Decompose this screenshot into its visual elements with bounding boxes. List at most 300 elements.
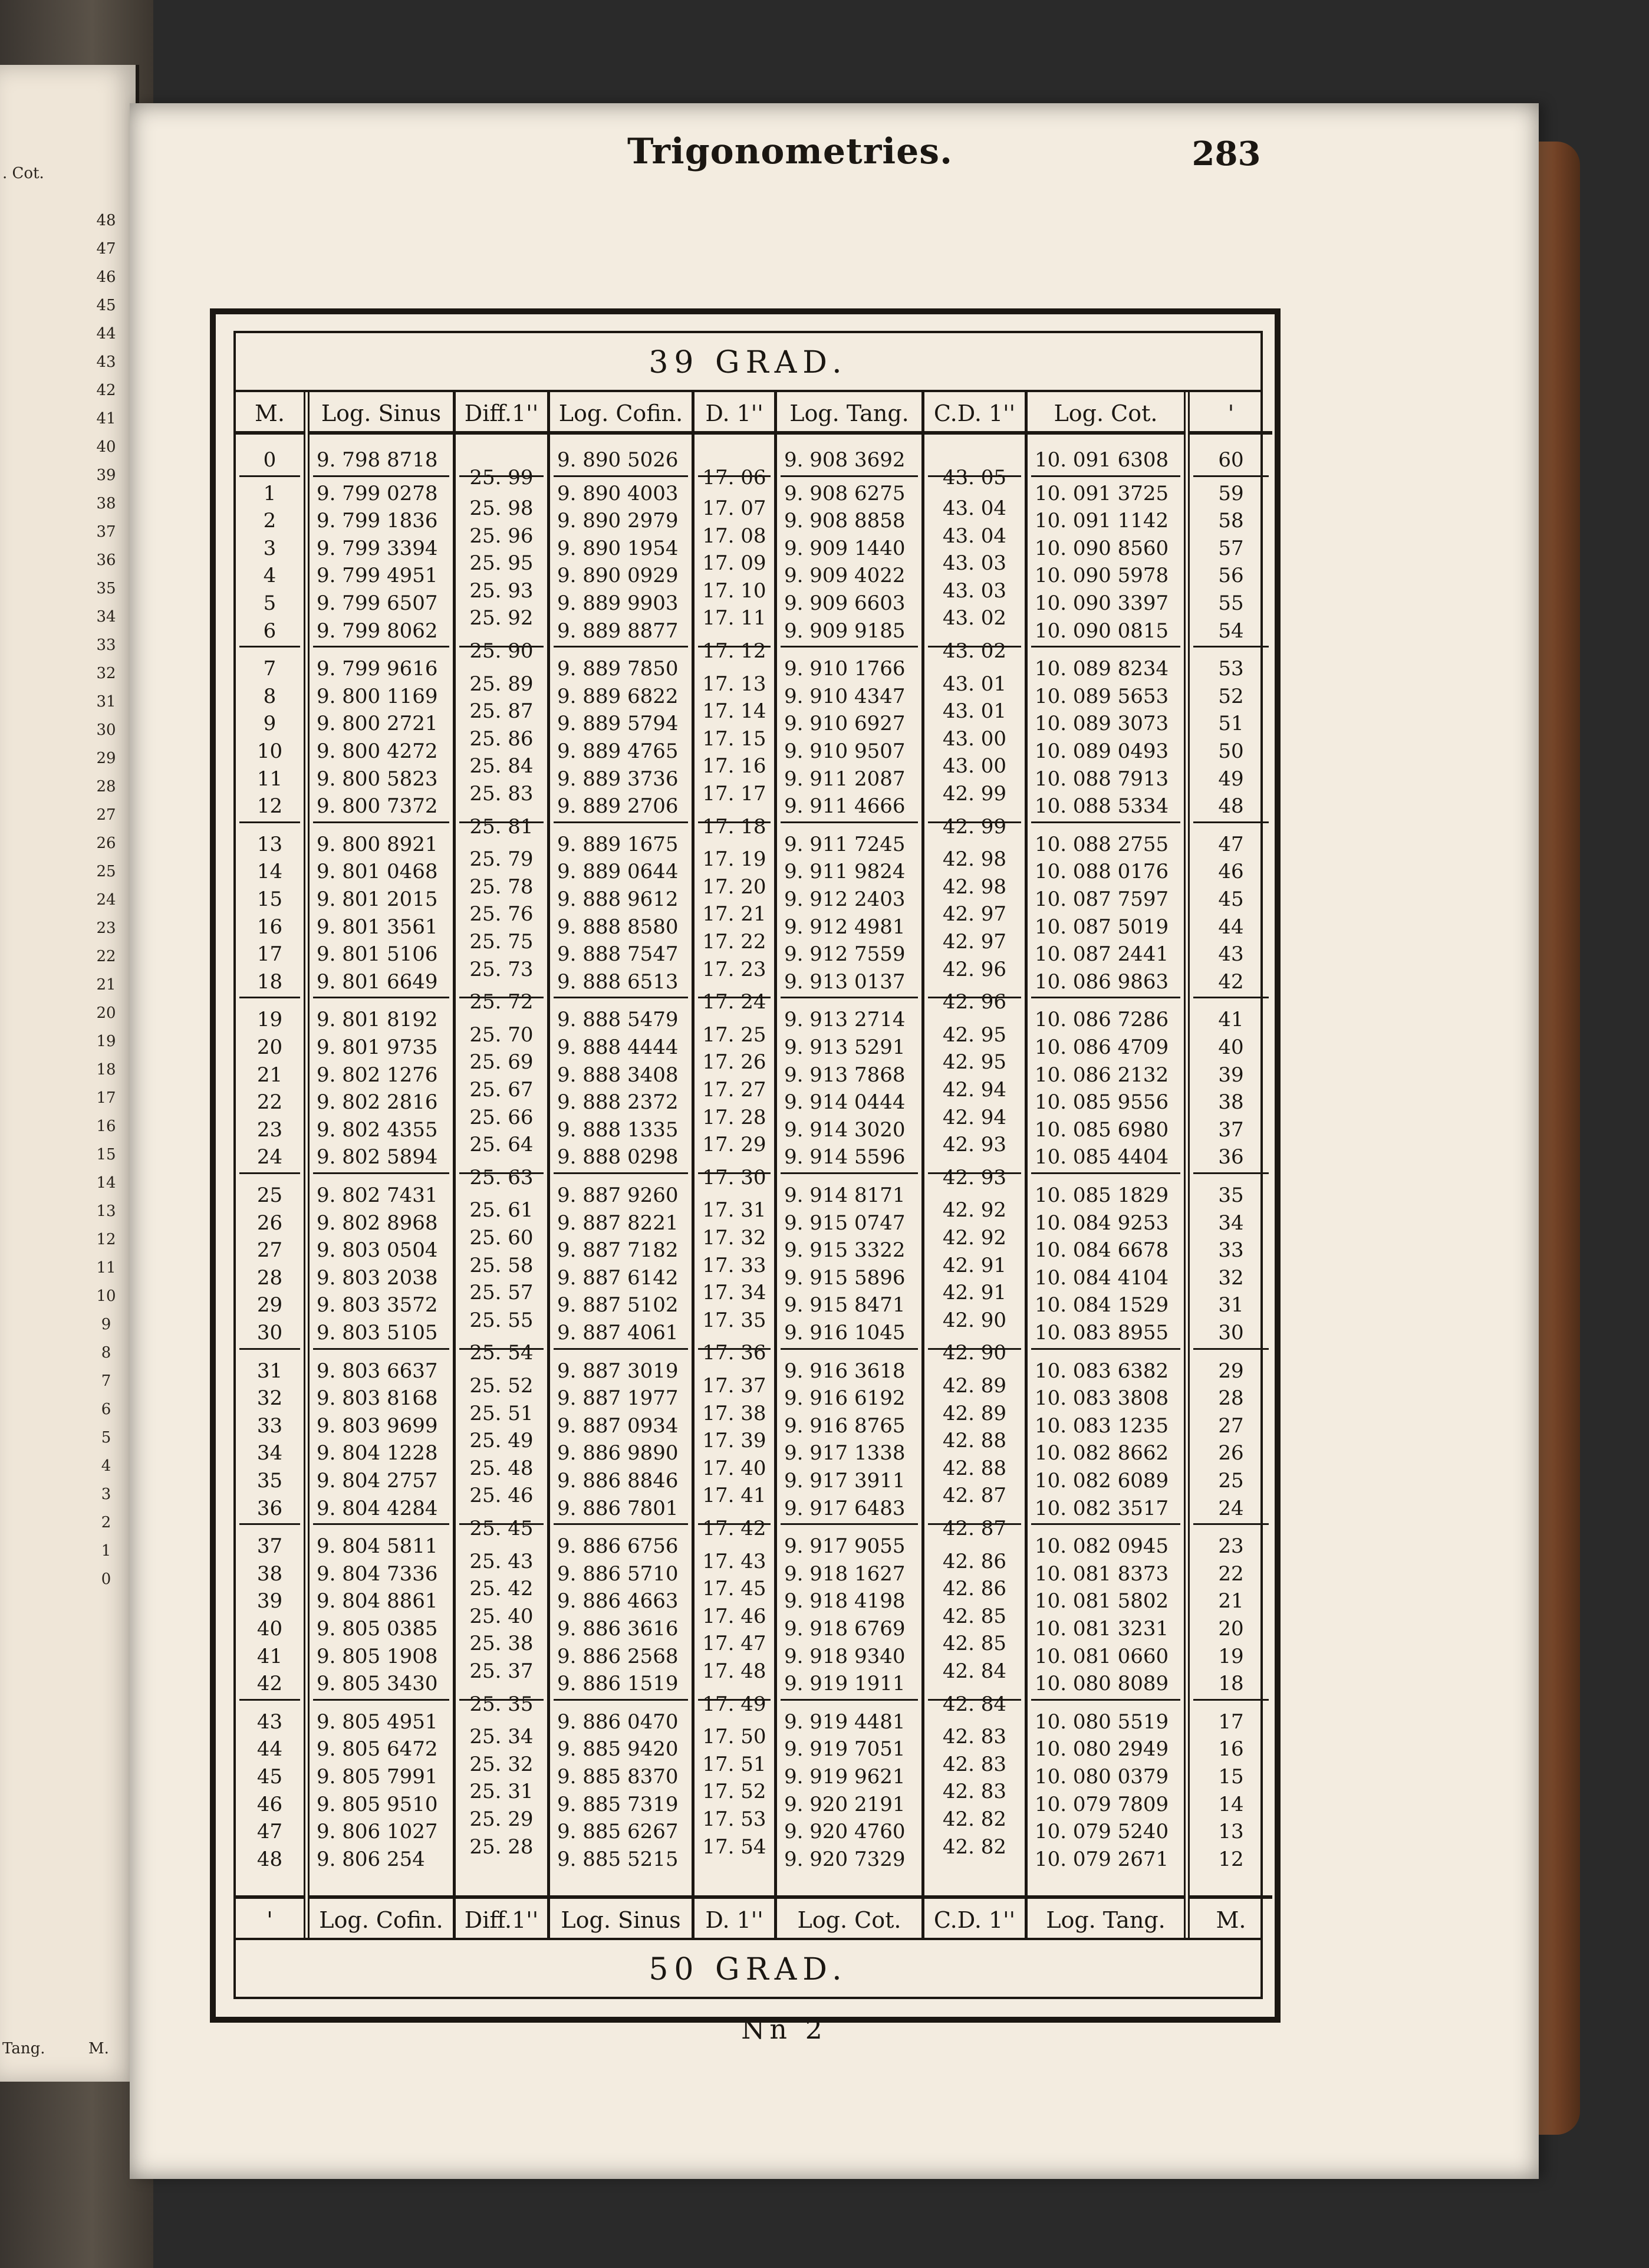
table-cell: 9. 804 1228 bbox=[317, 1441, 438, 1465]
table-cell: 25. 99 bbox=[469, 466, 534, 490]
table-cell: 9. 919 1911 bbox=[784, 1672, 906, 1696]
column-footer: Log. Cot. bbox=[777, 1895, 921, 1938]
group-rule bbox=[554, 1348, 688, 1350]
table-cell: 9. 886 8846 bbox=[557, 1469, 679, 1493]
trig-table bbox=[233, 331, 1263, 1999]
table-cell: 43. 02 bbox=[942, 606, 1007, 630]
table-cell: 9. 886 2568 bbox=[557, 1644, 679, 1668]
table-cell: 9. 888 5479 bbox=[557, 1008, 679, 1032]
table-cell: 41 bbox=[1218, 1008, 1244, 1032]
table-cell: 9. 889 0644 bbox=[557, 860, 679, 884]
running-title: Trigonometries. bbox=[627, 131, 953, 172]
table-cell: 29 bbox=[1218, 1359, 1244, 1383]
table-cell: 9. 805 0385 bbox=[317, 1617, 438, 1641]
table-cell: 9. 910 1766 bbox=[784, 657, 906, 681]
group-rule bbox=[781, 646, 918, 647]
table-cell: 9. 803 8168 bbox=[317, 1386, 438, 1411]
group-rule bbox=[781, 997, 918, 998]
table-cell: 9. 911 7245 bbox=[784, 832, 906, 856]
table-cell: 42. 96 bbox=[942, 990, 1007, 1014]
group-rule bbox=[459, 646, 544, 647]
table-cell: 9. 888 9612 bbox=[557, 888, 679, 911]
table-cell: 9. 912 7559 bbox=[784, 942, 906, 967]
table-cell: 9. 886 1519 bbox=[557, 1672, 679, 1696]
table-cell: 9. 909 1440 bbox=[784, 536, 906, 560]
table-cell: 25. 87 bbox=[469, 699, 534, 724]
table-cell: 9. 915 5896 bbox=[784, 1266, 906, 1290]
column-header: Diff.1'' bbox=[456, 392, 547, 435]
table-cell: 9. 885 5215 bbox=[557, 1847, 679, 1871]
table-cell: 46 bbox=[256, 1792, 283, 1816]
table-cell: 17. 26 bbox=[702, 1050, 766, 1074]
table-cell: 42. 95 bbox=[942, 1023, 1007, 1047]
table-cell: 9. 889 9903 bbox=[557, 591, 679, 615]
table-cell: 17. 51 bbox=[702, 1752, 766, 1776]
table-cell: 10. 080 8089 bbox=[1035, 1672, 1169, 1696]
table-cell: 17. 38 bbox=[702, 1401, 766, 1425]
table-cell: 9. 806 254 bbox=[317, 1847, 425, 1871]
table-cell: 9. 805 6472 bbox=[317, 1737, 438, 1761]
table-cell: 17. 06 bbox=[702, 466, 766, 490]
col-log-cot bbox=[1028, 392, 1190, 1938]
group-rule bbox=[313, 821, 449, 823]
table-cell: 17. 33 bbox=[702, 1253, 766, 1277]
table-cell: 9. 888 6513 bbox=[557, 969, 679, 994]
table-cell: 7 bbox=[263, 657, 277, 681]
table-cell: 17. 17 bbox=[702, 781, 766, 806]
table-cell: 10. 086 4709 bbox=[1035, 1036, 1169, 1059]
table-cell: 10. 082 0945 bbox=[1035, 1534, 1169, 1559]
table-cell: 9. 889 1675 bbox=[557, 832, 679, 856]
group-rule bbox=[313, 646, 449, 647]
table-cell: 42. 85 bbox=[942, 1604, 1007, 1628]
table-cell: 9. 799 0278 bbox=[317, 481, 438, 505]
table-cell: 25. 61 bbox=[469, 1198, 534, 1222]
group-rule bbox=[698, 1348, 771, 1350]
group-rule bbox=[554, 997, 688, 998]
table-cell: 14 bbox=[256, 860, 283, 884]
left-page-minute: 26 bbox=[96, 834, 116, 852]
table-cell: 17. 14 bbox=[702, 699, 766, 724]
table-cell: 44 bbox=[256, 1737, 283, 1761]
table-cell: 9. 806 1027 bbox=[317, 1820, 438, 1844]
table-cell: 10. 088 5334 bbox=[1035, 794, 1169, 819]
table-cell: 9. 912 2403 bbox=[784, 888, 906, 911]
table-cell: 10. 090 3397 bbox=[1035, 591, 1169, 615]
table-cell: 18 bbox=[1218, 1672, 1244, 1696]
table-cell: 9. 801 3561 bbox=[317, 915, 438, 939]
table-cell: 43. 05 bbox=[942, 466, 1007, 490]
table-cell: 9. 914 5596 bbox=[784, 1145, 906, 1169]
table-cell: 10. 090 0815 bbox=[1035, 619, 1169, 643]
table-cell: 25. 38 bbox=[469, 1632, 534, 1656]
table-cell: 9. 803 0504 bbox=[317, 1238, 438, 1263]
left-page-minute: 5 bbox=[101, 1429, 111, 1447]
table-cell: 9. 801 5106 bbox=[317, 942, 438, 967]
table-cell: 25. 57 bbox=[469, 1281, 534, 1305]
table-cell: 9. 887 5102 bbox=[557, 1293, 679, 1317]
table-cell: 9. 889 7850 bbox=[557, 657, 679, 681]
group-rule bbox=[313, 1348, 449, 1350]
table-cell: 26 bbox=[1218, 1441, 1244, 1465]
table-cell: 43. 01 bbox=[942, 672, 1007, 696]
table-cell: 25. 60 bbox=[469, 1225, 534, 1250]
table-cell: 42. 97 bbox=[942, 929, 1007, 954]
group-rule bbox=[1193, 646, 1269, 647]
left-page-minute: 16 bbox=[96, 1117, 116, 1135]
table-cell: 9. 886 7801 bbox=[557, 1496, 679, 1520]
table-cell: 10. 089 8234 bbox=[1035, 657, 1169, 681]
group-rule bbox=[239, 646, 300, 647]
group-rule bbox=[1193, 1348, 1269, 1350]
table-cell: 9. 920 7329 bbox=[784, 1847, 906, 1871]
group-rule bbox=[698, 1699, 771, 1701]
table-cell: 9. 887 9260 bbox=[557, 1184, 679, 1207]
table-cell: 42. 86 bbox=[942, 1549, 1007, 1573]
group-rule bbox=[459, 997, 544, 998]
table-cell: 9. 914 8171 bbox=[784, 1184, 906, 1207]
table-cell: 9. 918 1627 bbox=[784, 1562, 906, 1586]
group-rule bbox=[1031, 821, 1180, 823]
table-cell: 9. 889 5794 bbox=[557, 712, 679, 736]
left-page-minute: 31 bbox=[96, 693, 116, 711]
table-cell: 9. 800 8921 bbox=[317, 832, 438, 856]
left-page-minute: 20 bbox=[96, 1004, 116, 1022]
table-cell: 30 bbox=[256, 1321, 283, 1345]
table-cell: 17. 35 bbox=[702, 1308, 766, 1332]
table-cell: 17. 16 bbox=[702, 754, 766, 778]
col-minutes-right bbox=[1190, 392, 1272, 1938]
group-rule bbox=[1031, 646, 1180, 647]
table-cell: 9. 913 7868 bbox=[784, 1063, 906, 1087]
table-cell: 10 bbox=[256, 739, 283, 763]
table-cell: 9. 805 3430 bbox=[317, 1672, 438, 1696]
table-cell: 9. 802 8968 bbox=[317, 1211, 438, 1235]
table-cell: 25. 92 bbox=[469, 606, 534, 630]
table-cell: 30 bbox=[1218, 1321, 1244, 1345]
table-cell: 9. 803 3572 bbox=[317, 1293, 438, 1317]
table-cell: 42. 98 bbox=[942, 847, 1007, 872]
table-cell: 19 bbox=[1218, 1644, 1244, 1668]
column-header: Log. Cofin. bbox=[550, 392, 692, 435]
left-page-minute: 13 bbox=[96, 1202, 116, 1220]
table-cell: 9. 805 7991 bbox=[317, 1765, 438, 1789]
table-cell: 9. 799 8062 bbox=[317, 619, 438, 643]
group-rule bbox=[698, 646, 771, 647]
group-rule bbox=[1193, 1699, 1269, 1701]
table-cell: 9. 888 8580 bbox=[557, 915, 679, 939]
table-cell: 9. 890 2979 bbox=[557, 509, 679, 533]
left-page-minute: 32 bbox=[96, 665, 116, 682]
table-cell: 10. 084 6678 bbox=[1035, 1238, 1169, 1263]
table-cell: 17. 46 bbox=[702, 1604, 766, 1628]
table-cell: 9. 915 3322 bbox=[784, 1238, 906, 1263]
table-cell: 33 bbox=[1218, 1238, 1244, 1263]
table-cell: 33 bbox=[256, 1414, 283, 1438]
left-page-minute: 45 bbox=[96, 297, 116, 314]
table-cell: 9. 888 4444 bbox=[557, 1036, 679, 1059]
table-cell: 25. 73 bbox=[469, 957, 534, 981]
table-cell: 9. 911 4666 bbox=[784, 794, 906, 819]
table-cell: 23 bbox=[256, 1117, 283, 1142]
table-cell: 42. 99 bbox=[942, 814, 1007, 839]
table-cell: 25. 31 bbox=[469, 1780, 534, 1804]
table-cell: 25. 37 bbox=[469, 1659, 534, 1683]
group-rule bbox=[239, 1523, 300, 1525]
table-cell: 17. 08 bbox=[702, 524, 766, 548]
table-cell: 10. 087 5019 bbox=[1035, 915, 1169, 939]
table-cell: 2 bbox=[263, 509, 277, 533]
table-cell: 9. 909 6603 bbox=[784, 591, 906, 615]
table-cell: 43. 01 bbox=[942, 699, 1007, 724]
group-rule bbox=[1031, 1348, 1180, 1350]
group-rule bbox=[928, 1699, 1021, 1701]
group-rule bbox=[313, 475, 449, 477]
table-cell: 9. 805 4951 bbox=[317, 1710, 438, 1734]
table-cell: 42. 82 bbox=[942, 1835, 1007, 1859]
group-rule bbox=[1193, 1523, 1269, 1525]
table-cell: 42. 88 bbox=[942, 1456, 1007, 1480]
group-rule bbox=[239, 997, 300, 998]
table-cell: 42. 94 bbox=[942, 1105, 1007, 1129]
column-header: C.D. 1'' bbox=[924, 392, 1025, 435]
table-cell: 17. 24 bbox=[702, 990, 766, 1014]
left-page-minute: 3 bbox=[101, 1485, 111, 1503]
table-cell: 29 bbox=[256, 1293, 283, 1317]
table-cell: 10. 083 1235 bbox=[1035, 1414, 1169, 1438]
table-cell: 10. 085 4404 bbox=[1035, 1145, 1169, 1169]
table-cell: 38 bbox=[256, 1562, 283, 1586]
group-rule bbox=[459, 821, 544, 823]
left-page-footer-m: M. bbox=[88, 2040, 109, 2057]
left-page-minutes bbox=[88, 206, 124, 1593]
table-cell: 11 bbox=[256, 767, 283, 791]
group-rule bbox=[781, 1523, 918, 1525]
group-rule bbox=[459, 1523, 544, 1525]
column-footer: Log. Cofin. bbox=[310, 1895, 453, 1938]
table-cell: 10. 089 5653 bbox=[1035, 684, 1169, 708]
table-cell: 25. 49 bbox=[469, 1429, 534, 1453]
group-rule bbox=[459, 475, 544, 477]
left-page-minute: 37 bbox=[96, 523, 116, 541]
table-cell: 54 bbox=[1218, 619, 1244, 643]
table-cell: 32 bbox=[1218, 1266, 1244, 1290]
group-rule bbox=[928, 1523, 1021, 1525]
table-cell: 42. 84 bbox=[942, 1659, 1007, 1683]
table-cell: 25. 29 bbox=[469, 1807, 534, 1831]
left-page-minute: 39 bbox=[96, 466, 116, 484]
table-cell: 9. 804 7336 bbox=[317, 1562, 438, 1586]
group-rule bbox=[239, 1172, 300, 1174]
table-cell: 17 bbox=[1218, 1710, 1244, 1734]
table-cell: 43 bbox=[256, 1710, 283, 1734]
table-cell: 9. 801 6649 bbox=[317, 969, 438, 994]
table-cell: 10. 084 4104 bbox=[1035, 1266, 1169, 1290]
table-cell: 10. 082 6089 bbox=[1035, 1469, 1169, 1493]
col-log-sinus bbox=[310, 392, 456, 1938]
table-cell: 9. 915 0747 bbox=[784, 1211, 906, 1235]
table-cell: 9. 802 4355 bbox=[317, 1117, 438, 1142]
table-cell: 14 bbox=[1218, 1792, 1244, 1816]
table-cell: 15 bbox=[1218, 1765, 1244, 1789]
table-cell: 9. 889 3736 bbox=[557, 767, 679, 791]
table-cell: 9. 801 8192 bbox=[317, 1008, 438, 1032]
column-header: Log. Cot. bbox=[1028, 392, 1184, 435]
table-cell: 9. 804 2757 bbox=[317, 1469, 438, 1493]
left-page-minute: 19 bbox=[96, 1033, 116, 1050]
table-cell: 42. 87 bbox=[942, 1484, 1007, 1508]
table-cell: 9. 887 6142 bbox=[557, 1266, 679, 1290]
table-cell: 9. 800 7372 bbox=[317, 794, 438, 819]
table-cell: 5 bbox=[263, 591, 277, 615]
table-cell: 9. 799 3394 bbox=[317, 536, 438, 560]
table-cell: 9. 910 4347 bbox=[784, 684, 906, 708]
group-rule bbox=[698, 475, 771, 477]
table-cell: 3 bbox=[263, 536, 277, 560]
table-cell: 9. 885 9420 bbox=[557, 1737, 679, 1761]
table-cell: 25. 89 bbox=[469, 672, 534, 696]
table-cell: 25. 78 bbox=[469, 875, 534, 899]
table-cell: 35 bbox=[1218, 1184, 1244, 1207]
group-rule bbox=[781, 1172, 918, 1174]
table-cell: 9. 917 9055 bbox=[784, 1534, 906, 1559]
table-cell: 13 bbox=[256, 832, 283, 856]
table-cell: 9. 916 8765 bbox=[784, 1414, 906, 1438]
left-page-minute: 36 bbox=[96, 551, 116, 569]
table-cell: 9. 887 3019 bbox=[557, 1359, 679, 1383]
group-rule bbox=[698, 821, 771, 823]
table-cell: 10. 091 3725 bbox=[1035, 481, 1169, 505]
table-cell: 10. 083 3808 bbox=[1035, 1386, 1169, 1411]
group-rule bbox=[239, 475, 300, 477]
table-cell: 57 bbox=[1218, 536, 1244, 560]
table-cell: 10. 080 0379 bbox=[1035, 1765, 1169, 1789]
table-cell: 10. 086 7286 bbox=[1035, 1008, 1169, 1032]
table-cell: 10. 085 9556 bbox=[1035, 1090, 1169, 1115]
table-cell: 42. 90 bbox=[942, 1308, 1007, 1332]
table-cell: 42. 85 bbox=[942, 1632, 1007, 1656]
table-cell: 20 bbox=[256, 1036, 283, 1059]
group-rule bbox=[781, 821, 918, 823]
table-cell: 38 bbox=[1218, 1090, 1244, 1115]
table-cell: 9. 889 8877 bbox=[557, 619, 679, 643]
table-cell: 17. 53 bbox=[702, 1807, 766, 1831]
table-cell: 9. 909 9185 bbox=[784, 619, 906, 643]
table-cell: 25. 69 bbox=[469, 1050, 534, 1074]
table-cell: 42. 83 bbox=[942, 1780, 1007, 1804]
table-cell: 10. 090 5978 bbox=[1035, 564, 1169, 588]
table-cell: 9. 799 1836 bbox=[317, 509, 438, 533]
table-cell: 17. 21 bbox=[702, 902, 766, 926]
table-cell: 43. 04 bbox=[942, 524, 1007, 548]
col-diff-sinus bbox=[456, 392, 550, 1938]
table-cell: 25. 90 bbox=[469, 639, 534, 663]
group-rule bbox=[928, 1348, 1021, 1350]
table-cell: 42 bbox=[256, 1672, 283, 1696]
table-cell: 17. 42 bbox=[702, 1516, 766, 1540]
table-cell: 9. 917 3911 bbox=[784, 1469, 906, 1493]
table-cell: 9. 886 3616 bbox=[557, 1617, 679, 1641]
table-cell: 25. 66 bbox=[469, 1105, 534, 1129]
table-cell: 35 bbox=[256, 1469, 283, 1493]
col-log-cosin bbox=[550, 392, 695, 1938]
page-number: 283 bbox=[1192, 134, 1261, 173]
table-cell: 10. 089 0493 bbox=[1035, 739, 1169, 763]
left-page-minute: 21 bbox=[96, 976, 116, 994]
table-cell: 52 bbox=[1218, 684, 1244, 708]
table-cell: 42. 84 bbox=[942, 1692, 1007, 1716]
table-cell: 25. 72 bbox=[469, 990, 534, 1014]
group-rule bbox=[781, 1699, 918, 1701]
table-cell: 9. 886 9890 bbox=[557, 1441, 679, 1465]
table-cell: 9. 919 7051 bbox=[784, 1737, 906, 1761]
table-cell: 42. 92 bbox=[942, 1198, 1007, 1222]
left-page-minute: 42 bbox=[96, 382, 116, 399]
column-footer: Log. Sinus bbox=[550, 1895, 692, 1938]
column-header: Log. Sinus bbox=[310, 392, 453, 435]
table-cell: 10. 091 6308 bbox=[1035, 448, 1169, 472]
table-cell: 10. 079 5240 bbox=[1035, 1820, 1169, 1844]
table-cell: 17. 41 bbox=[702, 1484, 766, 1508]
table-cell: 26 bbox=[256, 1211, 283, 1235]
table-cell: 25. 54 bbox=[469, 1341, 534, 1365]
table-cell: 10. 085 1829 bbox=[1035, 1184, 1169, 1207]
table-cell: 42. 96 bbox=[942, 957, 1007, 981]
table-cell: 42. 82 bbox=[942, 1807, 1007, 1831]
table-cell: 9. 888 0298 bbox=[557, 1145, 679, 1169]
left-page-minute: 46 bbox=[96, 268, 116, 286]
table-cell: 17. 27 bbox=[702, 1077, 766, 1102]
table-cell: 9. 801 0468 bbox=[317, 860, 438, 884]
left-page-minute: 27 bbox=[96, 806, 116, 824]
table-cell: 41 bbox=[256, 1644, 283, 1668]
table-cell: 21 bbox=[1218, 1589, 1244, 1613]
col-minutes bbox=[236, 392, 310, 1938]
table-cell: 9. 916 3618 bbox=[784, 1359, 906, 1383]
table-cell: 9. 805 1908 bbox=[317, 1644, 438, 1668]
left-page-minute: 43 bbox=[96, 353, 116, 371]
table-cell: 9. 888 7547 bbox=[557, 942, 679, 967]
column-footer: Diff.1'' bbox=[456, 1895, 547, 1938]
table-cell: 28 bbox=[1218, 1386, 1244, 1411]
table-cell: 9. 916 6192 bbox=[784, 1386, 906, 1411]
table-cell: 9. 802 5894 bbox=[317, 1145, 438, 1169]
table-cell: 25. 52 bbox=[469, 1373, 534, 1398]
table-cell: 25. 28 bbox=[469, 1835, 534, 1859]
table-cell: 9. 920 4760 bbox=[784, 1820, 906, 1844]
table-cell: 10. 081 0660 bbox=[1035, 1644, 1169, 1668]
table-cell: 9. 917 6483 bbox=[784, 1496, 906, 1520]
table-cell: 9. 885 8370 bbox=[557, 1765, 679, 1789]
table-cell: 25. 70 bbox=[469, 1023, 534, 1047]
group-rule bbox=[1193, 475, 1269, 477]
table-cell: 24 bbox=[256, 1145, 283, 1169]
table-cell: 50 bbox=[1218, 739, 1244, 763]
table-cell: 17. 11 bbox=[702, 606, 766, 630]
table-cell: 17. 12 bbox=[702, 639, 766, 663]
table-cell: 9. 799 4951 bbox=[317, 564, 438, 588]
table-cell: 8 bbox=[263, 684, 277, 708]
table-cell: 42. 97 bbox=[942, 902, 1007, 926]
table-cell: 53 bbox=[1218, 657, 1244, 681]
table-cell: 9. 887 4061 bbox=[557, 1321, 679, 1345]
group-rule bbox=[313, 1523, 449, 1525]
group-rule bbox=[554, 646, 688, 647]
table-cell: 9. 911 9824 bbox=[784, 860, 906, 884]
table-cell: 32 bbox=[256, 1386, 283, 1411]
table-cell: 25 bbox=[256, 1184, 283, 1207]
left-page-minute: 25 bbox=[96, 863, 116, 880]
